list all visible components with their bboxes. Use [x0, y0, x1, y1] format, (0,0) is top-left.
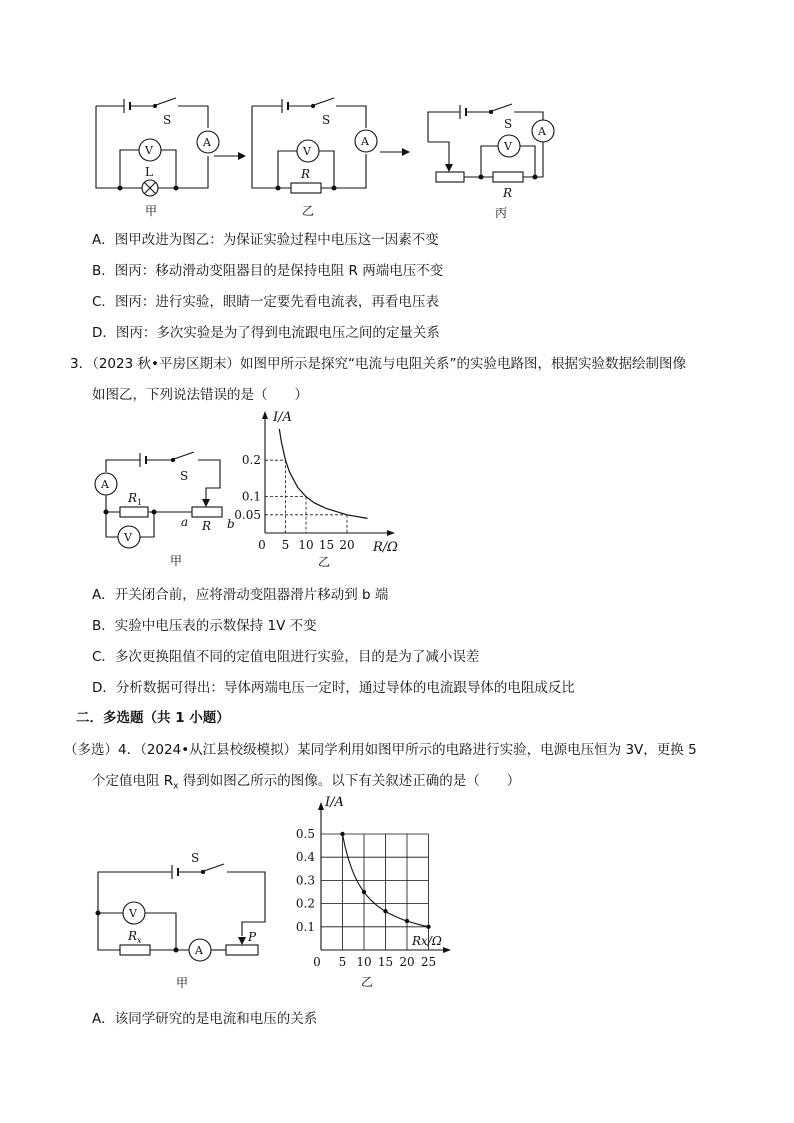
- x-tick-label-0: 0: [258, 538, 266, 552]
- rheostat-icon: [226, 945, 258, 955]
- y-tick-label-2: 0.3: [295, 873, 315, 888]
- jia-ammeter-label: A: [203, 136, 211, 149]
- y-axis-arrow-icon: [262, 411, 268, 419]
- q3-option-b[interactable]: B．实验中电压表的示数保持 1V 不变: [92, 618, 317, 634]
- slider-arrow-icon: [238, 937, 246, 945]
- x-axis-label: Rx/Ω: [412, 934, 442, 948]
- q4-stem-line1: 某同学利用如图甲所示的电路进行实验，电源电压恒为 3V，更换 5: [297, 742, 697, 758]
- q2-option-d[interactable]: D．图丙：多次实验是为了得到电流跟电压之间的定量关系: [92, 325, 440, 341]
- q3-circuit-caption: 甲: [170, 554, 183, 568]
- q3-option-a[interactable]: A．开关闭合前，应将滑动变阻器滑片移动到 b 端: [92, 587, 389, 603]
- y-axis-label: I/A: [325, 795, 344, 810]
- figure-circuits-top: [0, 0, 794, 225]
- x-tick-label-0: 0: [313, 955, 321, 969]
- q2-option-a[interactable]: A．图甲改进为图乙：为保证实验过程中电压这一因素不变: [92, 232, 439, 248]
- q4-circuit-caption: 甲: [176, 976, 189, 990]
- bing-resistor-label: R: [503, 186, 513, 200]
- y-tick-label-3: 0.4: [295, 850, 315, 865]
- q3-voltmeter-label: V: [124, 531, 132, 544]
- x-tick-label-5: 25: [420, 955, 437, 969]
- q3-stem-line2: 如图乙，下列说法错误的是（ ）: [92, 387, 308, 403]
- jia-caption: 甲: [145, 204, 158, 218]
- x-tick-label-3: 15: [318, 538, 335, 552]
- q4-voltmeter-label: V: [129, 907, 137, 920]
- jia-lamp-label: L: [145, 165, 153, 179]
- q4-slider-label: P: [248, 930, 257, 944]
- section-heading: 二．多选题（共 1 小题）: [76, 710, 230, 726]
- resistor-icon: [120, 507, 148, 517]
- data-point-2: [383, 909, 387, 913]
- x-tick-label-3: 15: [377, 955, 394, 969]
- yi-caption: 乙: [302, 204, 315, 218]
- q3-stem-line1: 如图甲所示是探究“电流与电阻关系”的实验电路图，根据实验数据绘制图像: [239, 356, 686, 372]
- chart-caption: 乙: [318, 555, 331, 569]
- q3-ammeter-label: A: [101, 478, 109, 491]
- data-point-4: [426, 925, 430, 929]
- slider-arrow-icon: [445, 164, 453, 172]
- q3-rheostat-label: R: [202, 519, 212, 533]
- data-point-1: [362, 890, 366, 894]
- series-curve: [279, 429, 367, 519]
- q3-number: 3．: [70, 356, 93, 372]
- x-tick-label-2: 10: [298, 538, 314, 552]
- y-tick-label-0: 0.05: [234, 507, 261, 522]
- arrow-icon: [380, 148, 410, 156]
- data-point-0: [340, 832, 344, 836]
- q3-option-d[interactable]: D．分析数据可得出：导体两端电压一定时，通过导体的电流跟导体的电阻成反比: [92, 680, 575, 696]
- bing-switch-label: S: [504, 117, 513, 131]
- arrow-icon: [214, 152, 246, 160]
- rheostat-icon: [436, 172, 464, 182]
- circuit-yi: [252, 98, 377, 193]
- x-axis-arrow-icon: [443, 947, 451, 953]
- q3-r1-label: $R_1$: [128, 491, 143, 507]
- q3-end-a-label: a: [181, 515, 189, 529]
- q2-option-b[interactable]: B．图丙：移动滑动变阻器目的是保持电阻 R 两端电压不变: [92, 263, 444, 279]
- circuit-jia: [96, 98, 219, 196]
- x-axis-arrow-icon: [387, 530, 395, 536]
- y-tick-label-4: 0.5: [295, 827, 315, 841]
- slider-arrow-icon: [202, 499, 210, 507]
- q3-switch-label: S: [180, 469, 189, 483]
- y-tick-label-0: 0.1: [295, 919, 315, 934]
- y-axis-label: I/A: [273, 410, 292, 425]
- x-tick-label-1: 5: [338, 955, 347, 969]
- figure-q4-circuit: [90, 850, 280, 995]
- yi-voltmeter-label: V: [303, 145, 311, 158]
- yi-resistor-label: R: [301, 167, 311, 181]
- y-tick-label-1: 0.2: [295, 896, 315, 911]
- q4-source: （2024•从江县校级模拟）: [140, 742, 298, 758]
- y-tick-label-2: 0.2: [241, 453, 261, 468]
- q4-switch-label: S: [191, 851, 200, 865]
- bing-ammeter-label: A: [538, 125, 546, 138]
- y-axis-arrow-icon: [318, 802, 324, 810]
- resistor-icon: [291, 183, 321, 193]
- y-tick-label-1: 0.1: [241, 489, 261, 504]
- q3-chart: [234, 405, 415, 569]
- resistor-icon: [120, 945, 150, 955]
- q4-prefix: （多选）4．: [64, 742, 141, 758]
- x-tick-label-2: 10: [356, 955, 372, 969]
- x-axis-label: R/Ω: [373, 540, 398, 555]
- circuit-bing: [428, 104, 554, 182]
- q4-ammeter-label: A: [195, 944, 203, 957]
- q3-option-c[interactable]: C．多次更换阻值不同的定值电阻进行实验，目的是为了减小误差: [92, 649, 480, 665]
- bing-caption: 丙: [495, 206, 508, 220]
- q2-option-c[interactable]: C．图丙：进行实验，眼睛一定要先看电流表，再看电压表: [92, 294, 439, 310]
- x-tick-label-4: 20: [399, 955, 415, 969]
- q3-end-b-label: b: [227, 517, 235, 531]
- q4-chart: [290, 790, 465, 990]
- figure-q3-circuit: [90, 448, 240, 573]
- x-tick-label-4: 20: [339, 538, 355, 552]
- q4-stem: [64, 738, 697, 758]
- q3-source: （2023 秋•平房区期末）: [92, 356, 240, 372]
- q4-rx-label: $R_x$: [128, 929, 142, 945]
- q4-option-a[interactable]: A．该同学研究的是电流和电压的关系: [92, 1011, 318, 1027]
- rheostat-icon: [192, 507, 222, 517]
- jia-switch-label: S: [163, 113, 172, 127]
- x-tick-label-1: 5: [281, 538, 290, 552]
- jia-voltmeter-label: V: [145, 144, 153, 157]
- chart-caption: 乙: [361, 975, 374, 989]
- q3-stem: [70, 352, 686, 372]
- resistor-icon: [493, 172, 523, 182]
- data-point-3: [405, 919, 409, 923]
- bing-voltmeter-label: V: [504, 140, 512, 153]
- q4-stem-line2: 个定值电阻 $R_x$ 得到如图乙所示的图像。以下有关叙述正确的是（ ）: [92, 773, 521, 792]
- yi-ammeter-label: A: [361, 135, 369, 148]
- yi-switch-label: S: [322, 113, 331, 127]
